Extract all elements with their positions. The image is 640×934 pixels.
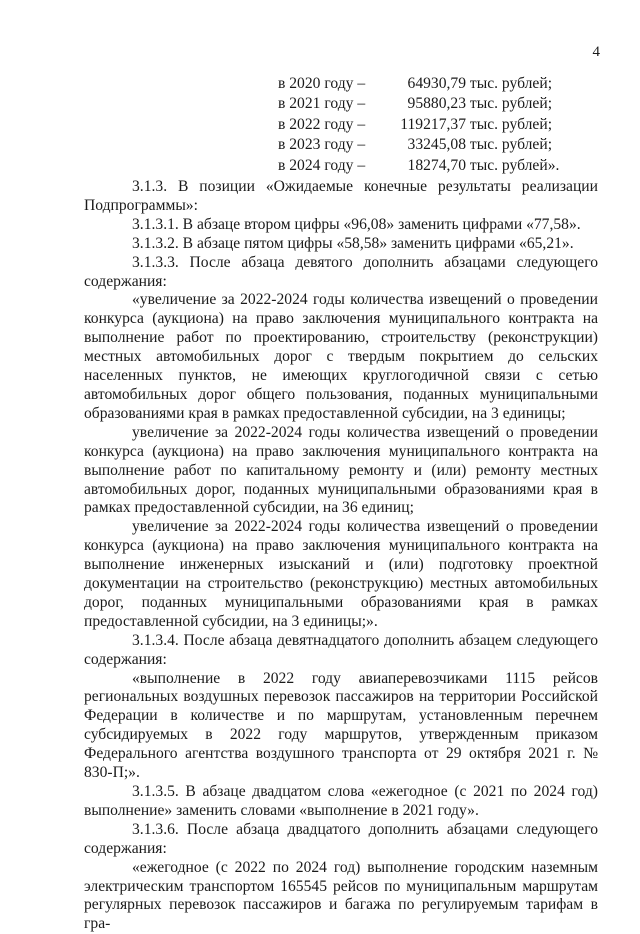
funding-list <box>278 74 559 176</box>
funding-row <box>278 74 559 94</box>
paragraph-3-1-3-4: 3.1.3.4. После абзаца девятнадцатого дополнить абзацем следующего содержания: <box>84 631 598 668</box>
quoted-paragraph: увеличение за 2022-2024 годы количества извещений о проведении конкурса (аукциона) на право заключения муниципального контракта на выполнение работ по капитальному ремонту и (или) ремонту местных автомобильных дорог, поданных муниципальными образованиями края в рамках предоставленной субсидии, на 36 единиц; <box>84 423 598 517</box>
paragraph-3-1-3: 3.1.3. В позиции «Ожидаемые конечные результаты реализации Подпрограммы»: <box>84 178 598 214</box>
funding-amount: 119217,37 <box>400 115 466 133</box>
quoted-paragraph: «выполнение в 2022 году авиаперевозчиками 1115 рейсов региональных воздушных перевозок пассажиров на территории Российской Федерации в количестве и по маршрутам, установленным перечнем субсидируемых в 2022 году маршрутов, утвержденным приказом Федерального агентства воздушного транспорта от 29 октября 2021 г. № 830-П;». <box>84 669 598 782</box>
funding-row <box>278 94 559 114</box>
funding-amount: 18274,70 <box>407 156 466 174</box>
funding-year: в 2021 году – <box>278 95 366 113</box>
paragraph-3-1-3-6: 3.1.3.6. После абзаца двадцатого дополнить абзацами следующего содержания: <box>84 820 598 857</box>
funding-amount: 64930,79 <box>407 75 466 92</box>
funding-amount: 33245,08 <box>407 136 466 154</box>
paragraph-3-1-3-5: 3.1.3.5. В абзаце двадцатом слова «ежегодное (с 2021 по 2024 год) выполнение» заменить словами «выполнение в 2021 году». <box>84 783 598 819</box>
paragraph-3-1-3-2: 3.1.3.2. В абзаце пятом цифры «58,58» заменить цифрами «65,21». <box>132 234 574 252</box>
funding-unit: тыс. рублей; <box>469 115 553 133</box>
funding-year: в 2022 году – <box>278 115 366 133</box>
funding-amount: 95880,23 <box>407 95 466 113</box>
funding-unit: тыс. рублей; <box>469 95 553 113</box>
funding-unit: тыс. рублей; <box>469 75 553 92</box>
funding-unit: тыс. рублей». <box>469 156 560 174</box>
funding-year: в 2024 году – <box>278 156 366 174</box>
funding-row <box>278 115 559 135</box>
document-body <box>84 178 598 934</box>
funding-year: в 2023 году – <box>278 136 366 154</box>
paragraph-3-1-3-3: 3.1.3.3. После абзаца девятого дополнить абзацами следующего содержания: <box>84 253 598 290</box>
funding-year: в 2020 году – <box>278 75 366 92</box>
funding-row <box>278 156 559 176</box>
paragraph-3-1-3-1: 3.1.3.1. В абзаце втором цифры «96,08» заменить цифрами «77,58». <box>132 215 581 233</box>
page-number: 4 <box>592 44 600 60</box>
quoted-paragraph: «увеличение за 2022-2024 годы количества извещений о проведении конкурса (аукциона) на право заключения муниципального контракта на выполнение работ по проектированию, строительству (реконструкции) местных автомобильных дорог с твердым покрытием до сельских населенных пунктов, не имеющих круглогодичной связи с сетью автомобильных дорог общего пользования, поданных муниципальными образованиями края в рамках предоставленной субсидии, на 3 единицы; <box>84 291 598 422</box>
quoted-paragraph: увеличение за 2022-2024 годы количества извещений о проведении конкурса (аукциона) на право заключения муниципального контракта на выполнение инженерных изысканий и (или) подготовку проектной документации на строительство (реконструкцию) местных автомобильных дорог, поданных муниципальными образованиями края в рамках предоставленной субсидии, на 3 единицы;». <box>84 518 598 630</box>
funding-unit: тыс. рублей; <box>469 136 553 154</box>
quoted-paragraph: «ежегодное (с 2022 по 2024 год) выполнение городским наземным электрическим транспортом 165545 рейсов по муниципальным маршрутам регулярных перевозок пассажиров и багажа по регулируемым тарифам в гра- <box>84 858 598 933</box>
funding-row <box>278 135 559 155</box>
